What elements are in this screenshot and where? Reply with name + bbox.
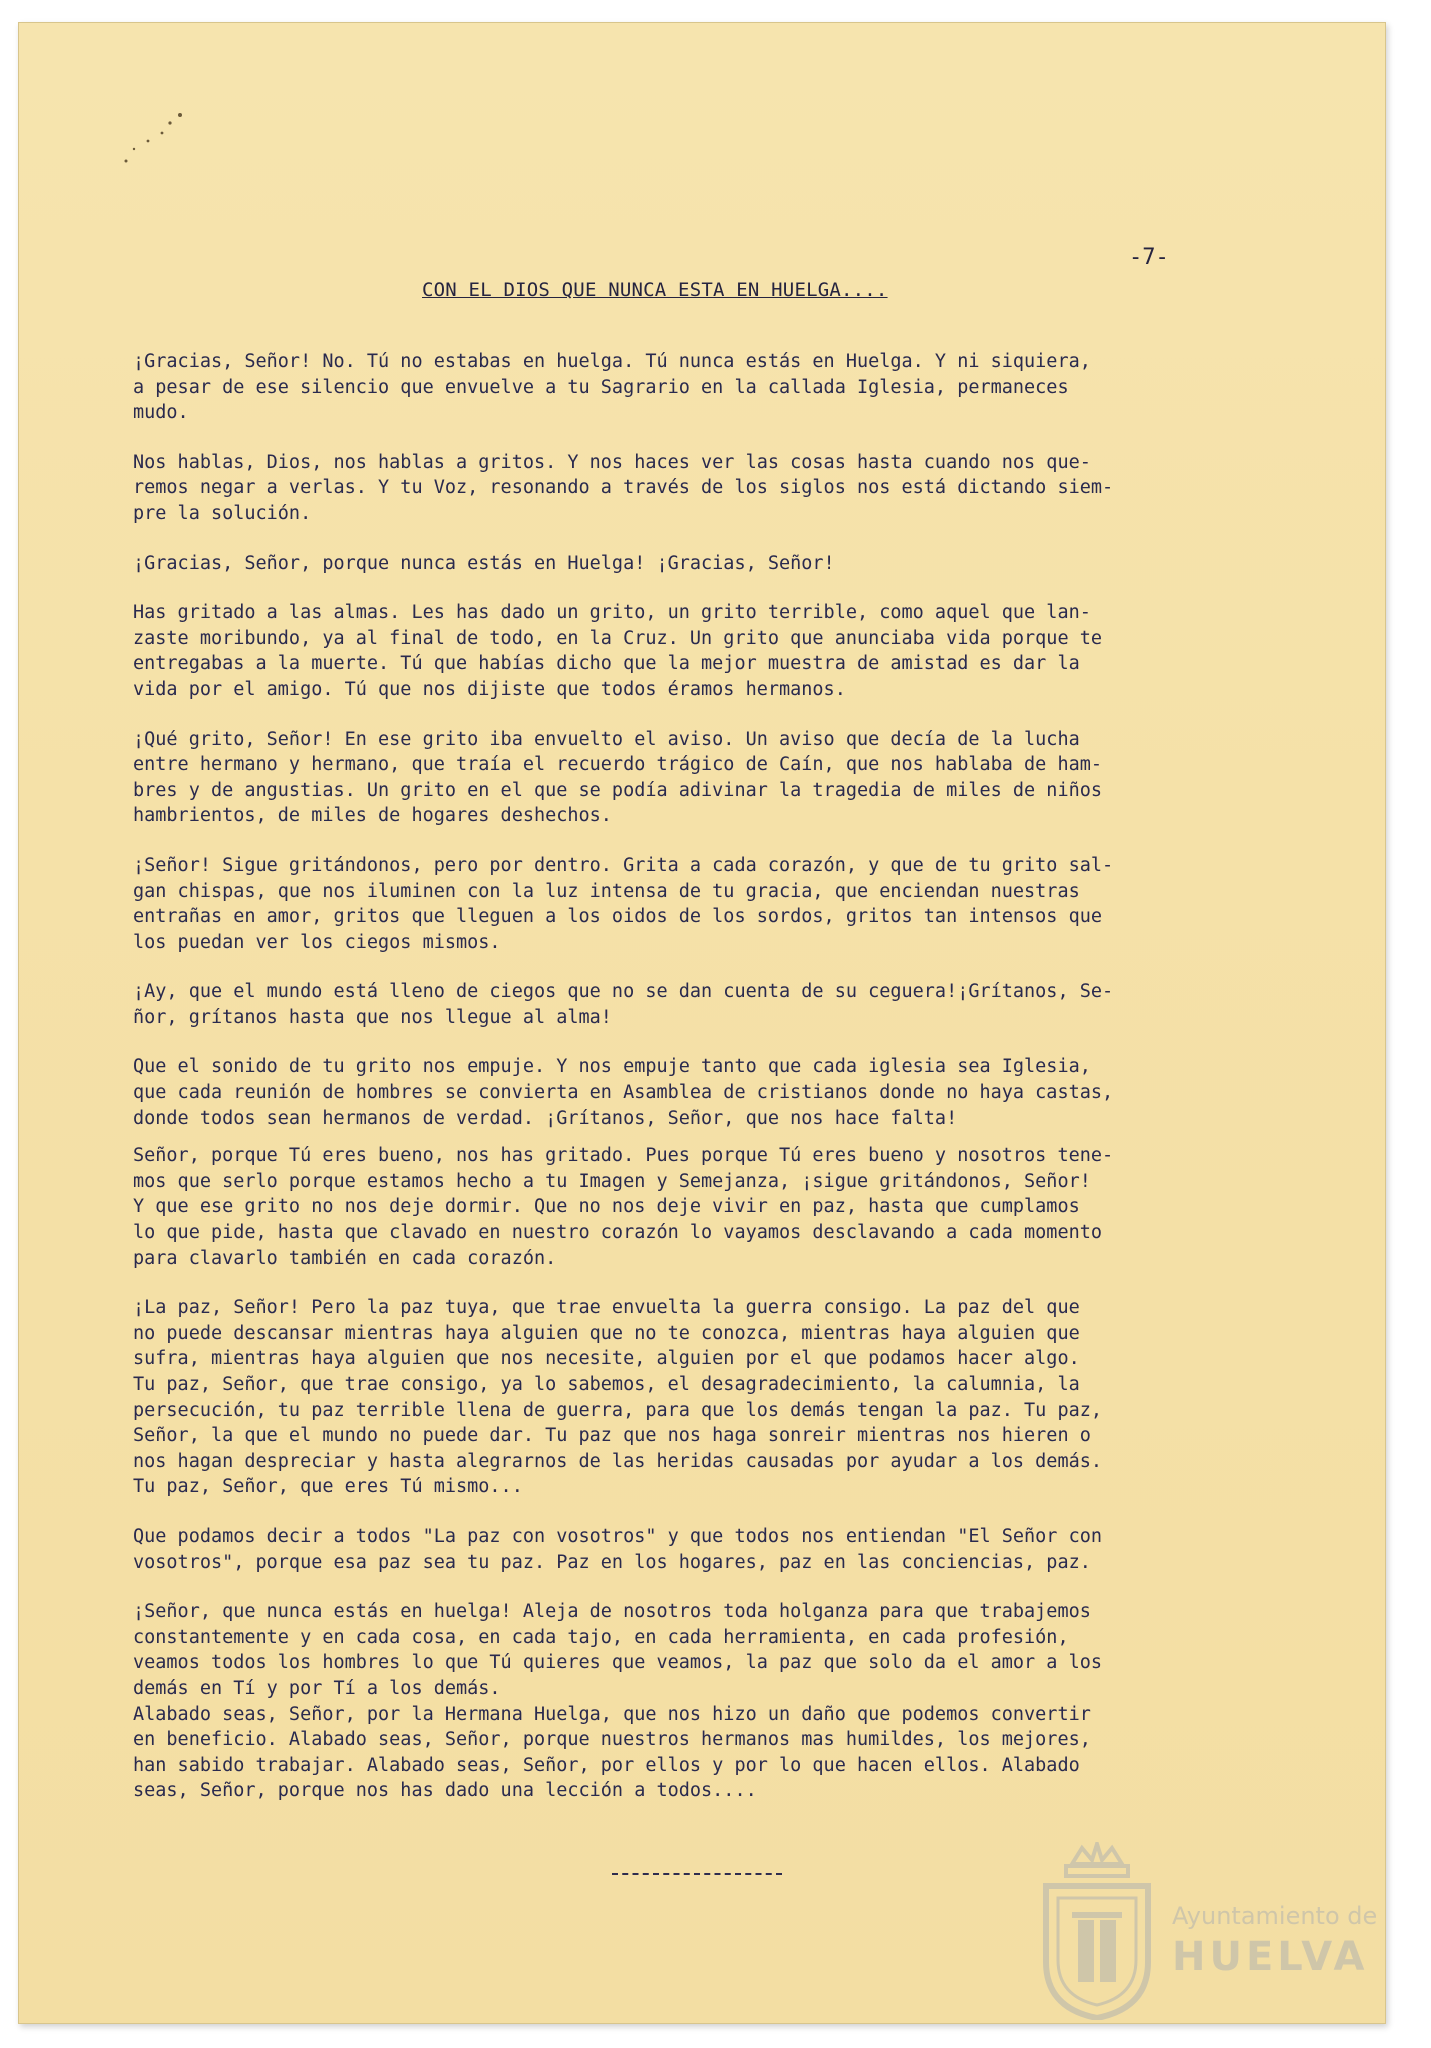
huelva-coat-of-arms-icon — [1032, 1842, 1162, 2020]
paragraph-12: ¡Señor, que nunca estás en huelga! Aleja de nosotros toda holganza para que trabajemos constantemente y en cada cosa, en cada tajo, en cada herramienta, en cada profesión, veamos todos los hombres lo que Tú quieres que veamos, la paz que solo da el amor a los demás en Tí y por Tí a los demás. — [133, 1601, 1103, 1699]
end-divider — [612, 1873, 782, 1875]
paragraph-9: Señor, porque Tú eres bueno, nos has gritado. Pues porque Tú eres bueno y nosotros tene- mos que serlo porque estamos hecho a tu Imagen y Semejanza, ¡sigue gritándonos, Señor! Y que ese grito no nos deje dormir. Que no nos deje vivir en paz, hasta que cumplamos lo que pide, hasta que clavado en nuestro corazón lo vayamos desclavando a cada momento para clavarlo también en cada corazón. — [133, 1145, 1114, 1269]
paragraph-6: ¡Señor! Sigue gritándonos, pero por dentro. Grita a cada corazón, y que de tu grito sal- gan chispas, que nos iluminen con la luz intensa de tu gracia, que enciendan nuestras entrañas en amor, gritos que lleguen a los oidos de los sordos, gritos tan intensos que los puedan ver los ciegos mismos. — [133, 854, 1114, 953]
document-title: CON EL DIOS QUE NUNCA ESTA EN HUELGA.... — [422, 279, 888, 301]
page-number: -7- — [1129, 245, 1169, 270]
document-body — [133, 349, 1313, 1804]
paragraph-4: Has gritado a las almas. Les has dado un grito, un grito terrible, como aquel que lan- zaste moribundo, ya al final de todo, en la Cruz. Un grito que anunciaba vida porque te entregabas a la muerte. Tú que habías dicho que la mejor muestra de amistad es dar la vida por el amigo. Tú que nos dijiste que todos éramos hermanos. — [133, 602, 1103, 700]
paragraph-5: ¡Qué grito, Señor! En ese grito iba envuelto el aviso. Un aviso que decía de la lucha entre hermano y hermano, que traía el recuerdo trágico de Caín, que nos hablaba de ham- bres y de angustias. Un grito en el que se podía adivinar la tragedia de miles de niños hambrientos, de miles de hogares deshechos. — [133, 728, 1103, 827]
document-page — [18, 22, 1386, 2024]
watermark — [1022, 1842, 1378, 2022]
paragraph-1: ¡Gracias, Señor! No. Tú no estabas en huelga. Tú nunca estás en Huelga. Y ni siquiera, a pesar de ese silencio que envuelve a tu Sagrario en la callada Iglesia, permaneces mudo. — [133, 351, 1091, 424]
watermark-line-1: Ayuntamiento de — [1172, 1902, 1378, 1930]
paragraph-3: ¡Gracias, Señor, porque nunca estás en Huelga! ¡Gracias, Señor! — [133, 552, 835, 574]
watermark-line-2: HUELVA — [1172, 1934, 1369, 1980]
paragraph-13: Alabado seas, Señor, por la Hermana Huelga, que nos hizo un daño que podemos convertir en beneficio. Alabado seas, Señor, porque nuestros hermanos mas humildes, los mejores, han sabido trabajar. Alabado seas, Señor, por ellos y por lo que hacen ellos. Alabado seas, Señor, porque nos has dado una lección a todos.... — [133, 1703, 1091, 1802]
paragraph-11: Que podamos decir a todos "La paz con vosotros" y que todos nos entiendan "El Señor con vosotros", porque esa paz sea tu paz. Paz en los hogares, paz en las conciencias, paz. — [133, 1525, 1103, 1573]
paragraph-7: ¡Ay, que el mundo está lleno de ciegos que no se dan cuenta de su ceguera!¡Grítanos, Se- ñor, grítanos hasta que nos llegue al alma! — [133, 981, 1114, 1028]
paragraph-10: ¡La paz, Señor! Pero la paz tuya, que trae envuelta la guerra consigo. La paz del que no puede descansar mientras haya alguien que no te conozca, mientras haya alguien que sufra, mientras haya alguien que nos necesite, alguien por el que podamos hacer algo. Tu paz, Señor, que trae consigo, ya lo sabemos, el desagradecimiento, la calumnia, la persecución, tu paz terrible llena de guerra, para que los demás tengan la paz. Tu paz, Señor, la que el mundo no puede dar. Tu paz que nos haga sonreir mientras nos hieren o nos hagan despreciar y hasta alegrarnos de las heridas causadas por ayudar a los demás. Tu paz, Señor, que eres Tú mismo... — [133, 1297, 1103, 1498]
paper-specks — [104, 101, 194, 181]
paragraph-2: Nos hablas, Dios, nos hablas a gritos. Y nos haces ver las cosas hasta cuando nos que- remos negar a verlas. Y tu Voz, resonando a través de los siglos nos está dictando siem- pre la solución. — [133, 451, 1114, 524]
paragraph-8: Que el sonido de tu grito nos empuje. Y nos empuje tanto que cada iglesia sea Iglesia, que cada reunión de hombres se convierta en Asamblea de cristianos donde no haya castas, donde todos sean hermanos de verdad. ¡Grítanos, Señor, que nos hace falta! — [133, 1056, 1114, 1129]
